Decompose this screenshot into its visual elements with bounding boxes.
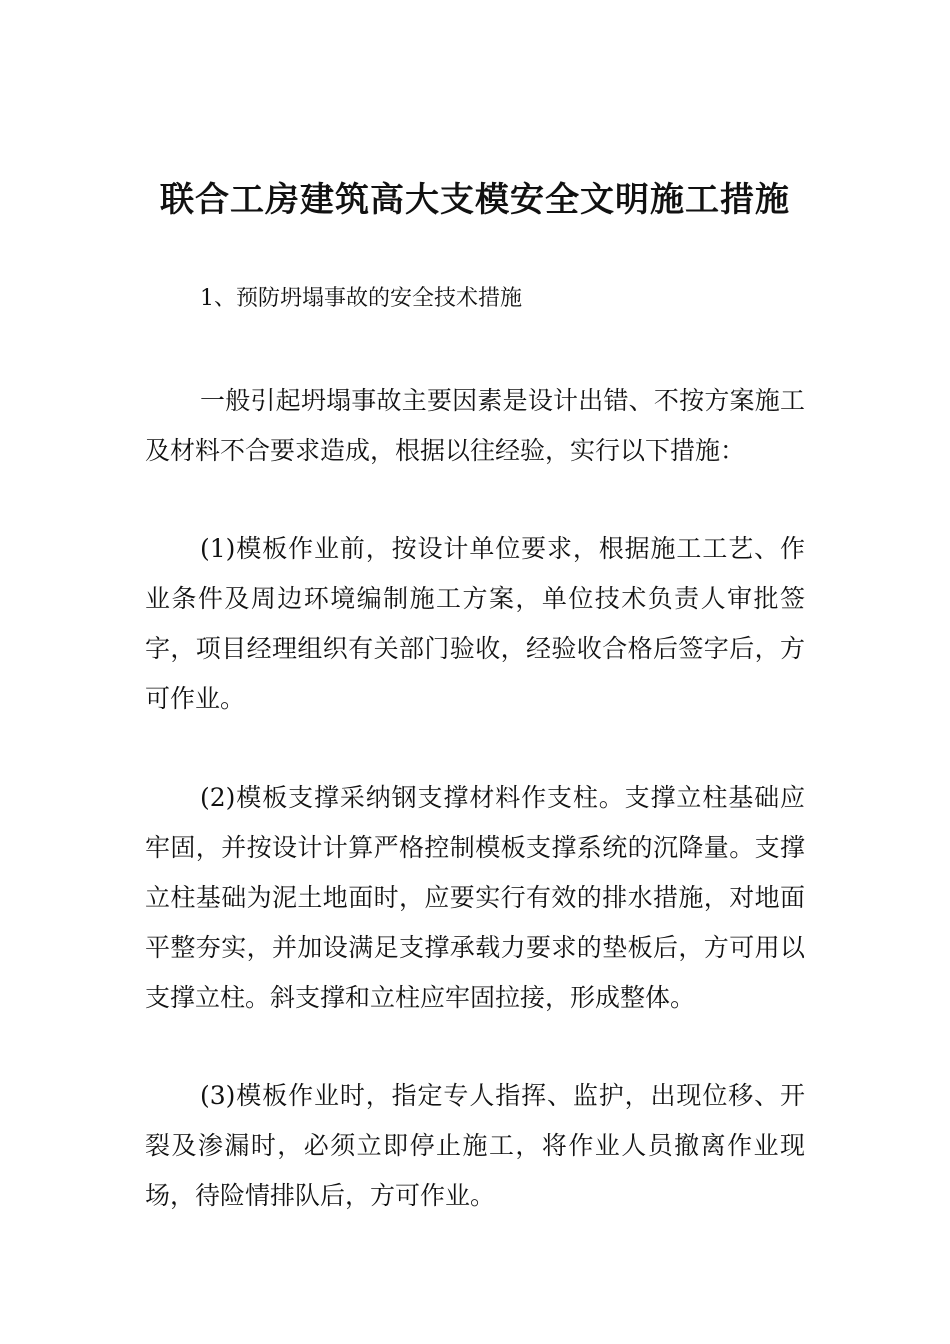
paragraph-item-2: (2)模板支撑采纳钢支撑材料作支柱。支撑立柱基础应牢固，并按设计计算严格控制模板支撑系统的沉降量。支撑立柱基础为泥土地面时，应要实行有效的排水措施，对地面平整夯实，并加设满足支撑承载力要求的垫板后，方可用以支撑立柱。斜支撑和立柱应牢固拉接，形成整体。 <box>145 783 805 1012</box>
section-heading: 1、预防坍塌事故的安全技术措施 <box>200 286 522 311</box>
paragraph-item-3: (3)模板作业时，指定专人指挥、监护，出现位移、开裂及渗漏时，必须立即停止施工，将作业人员撤离作业现场，待险情排队后，方可作业。 <box>145 1081 805 1210</box>
paragraph-item-1: (1)模板作业前，按设计单位要求，根据施工工艺、作业条件及周边环境编制施工方案，单位技术负责人审批签字，项目经理组织有关部门验收，经验收合格后签字后，方可作业。 <box>145 534 805 713</box>
paragraph-intro: 一般引起坍塌事故主要因素是设计出错、不按方案施工及材料不合要求造成，根据以往经验，实行以下措施： <box>145 386 805 465</box>
document-title: 联合工房建筑高大支模安全文明施工措施 <box>160 180 790 220</box>
